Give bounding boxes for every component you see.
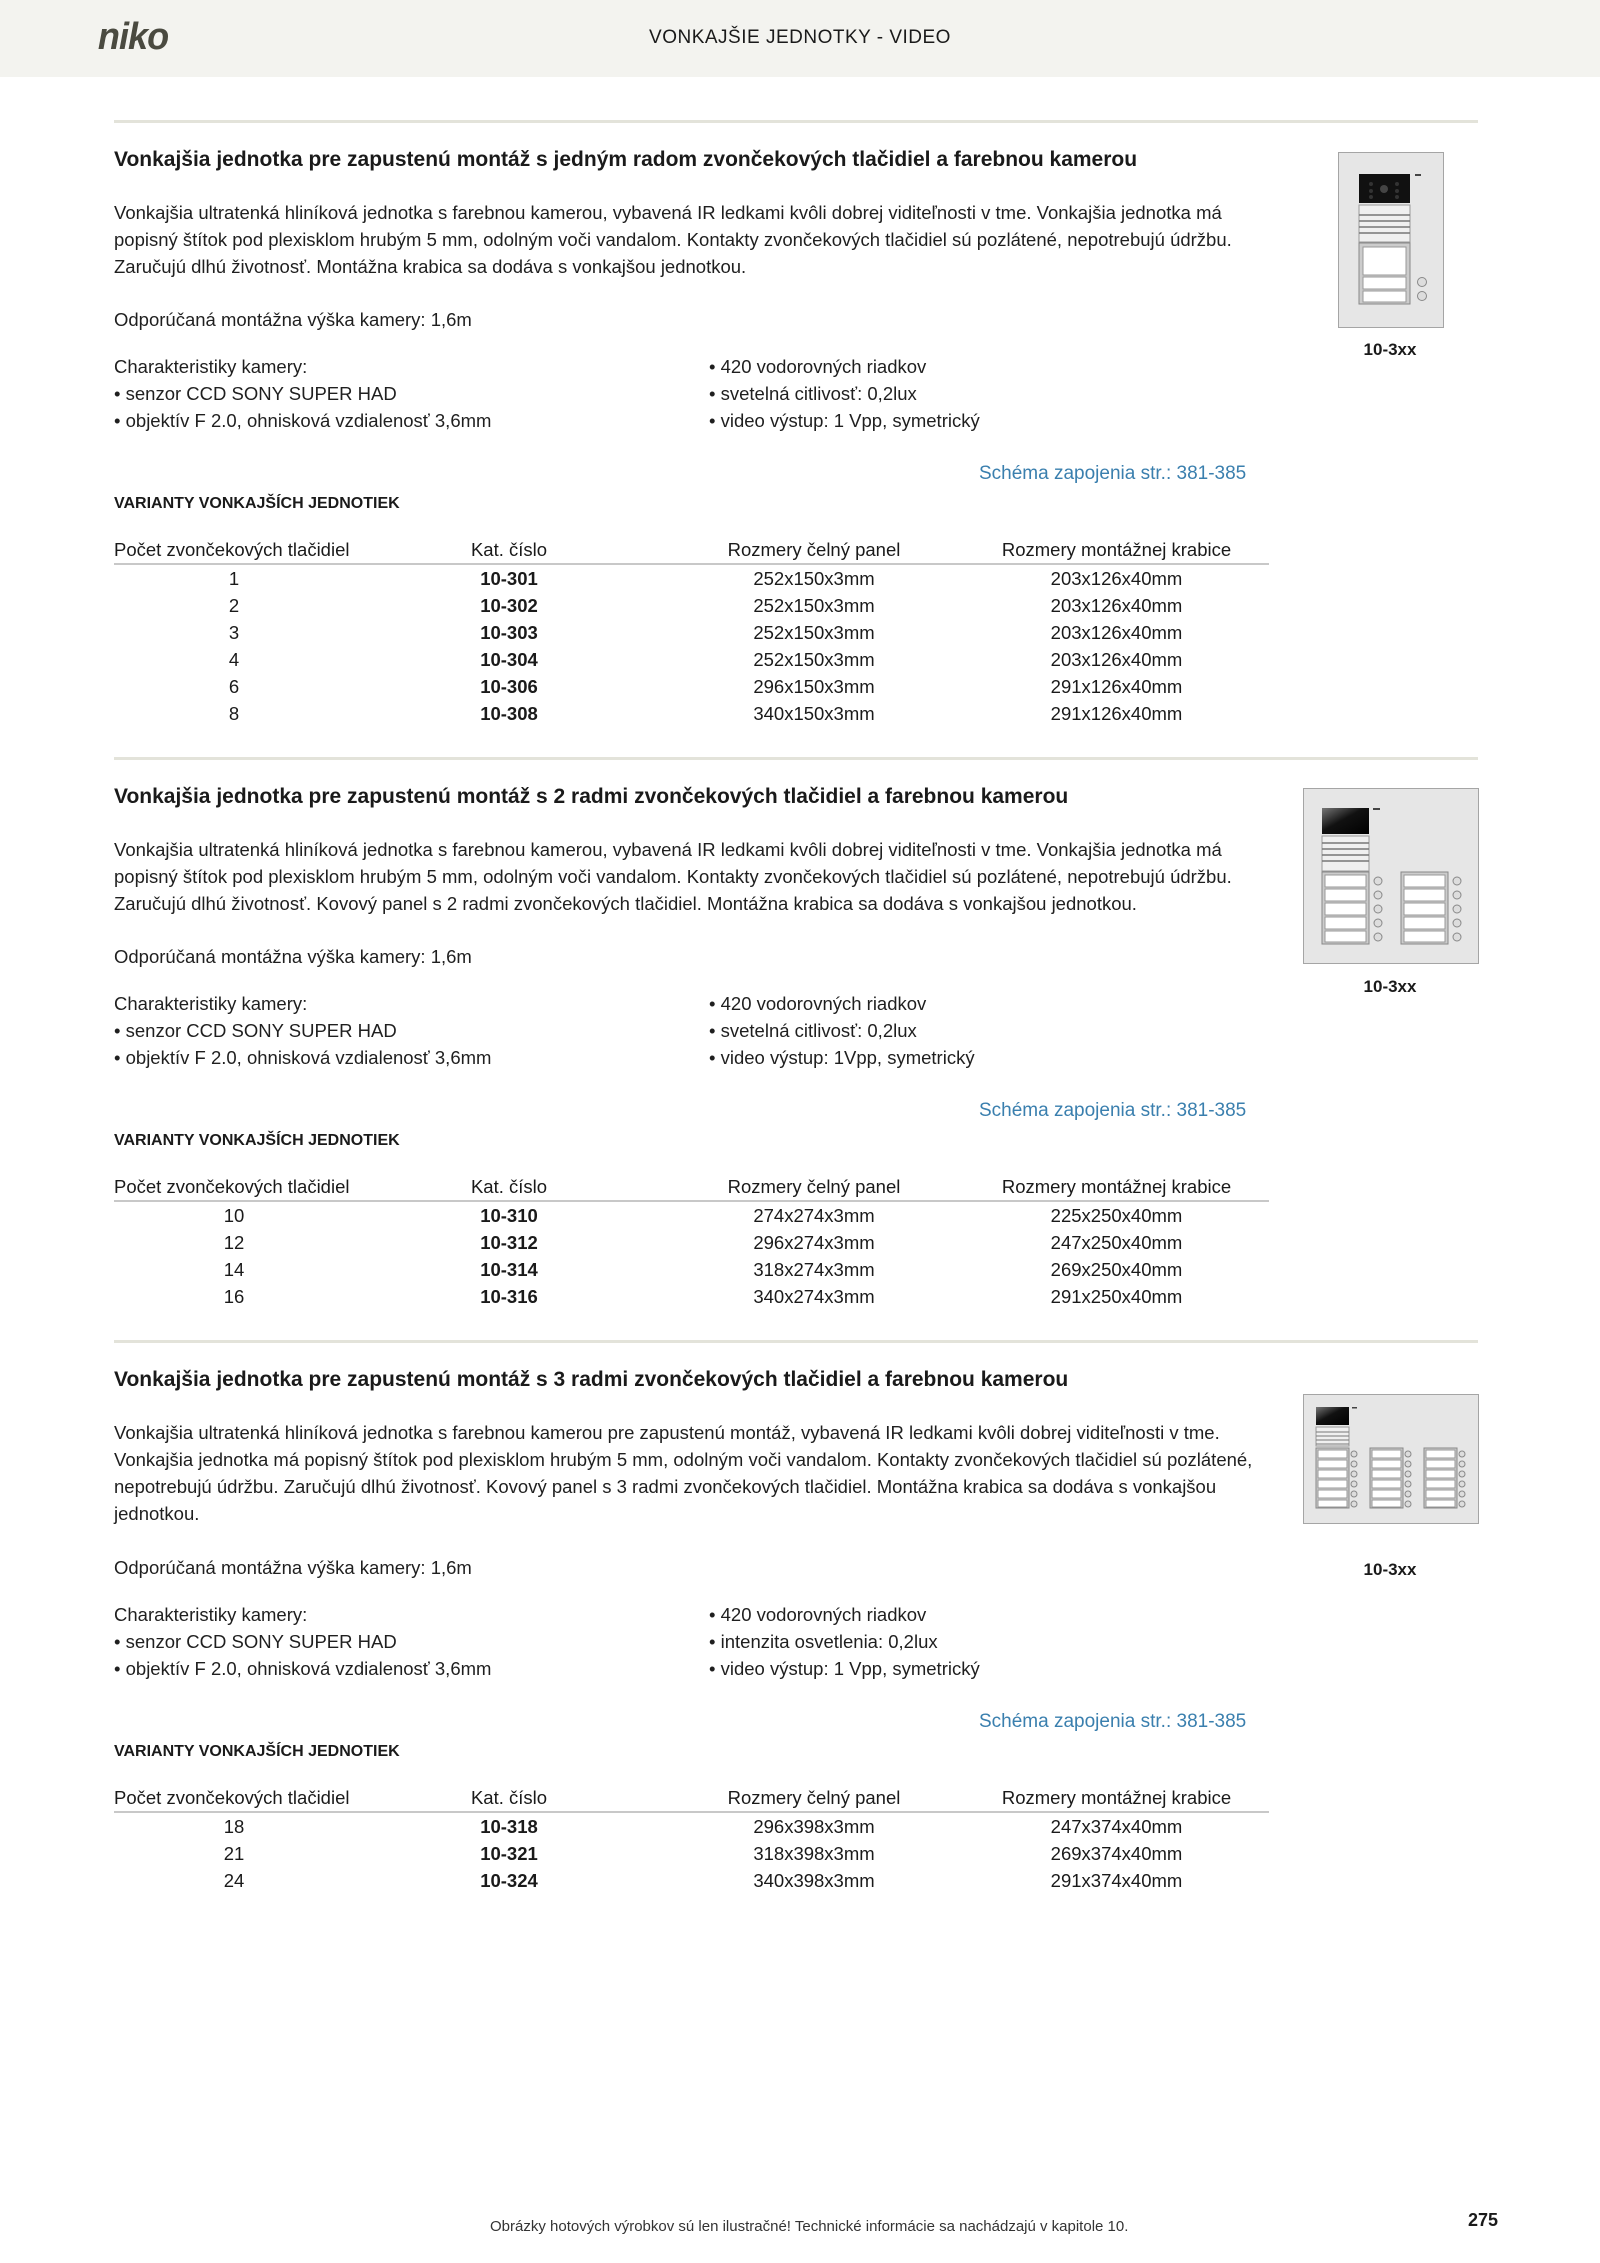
- col-header: Rozmery čelný panel: [664, 1173, 964, 1201]
- cell-count: 2: [228, 594, 240, 616]
- section-divider: [114, 757, 1478, 760]
- table-header-row: [114, 536, 1269, 564]
- product-section-2: [114, 785, 1494, 1305]
- section-title: Vonkajšia jednotka pre zapustenú montáž s 3 radmi zvončekových tlačidiel a farebnou kamerou: [114, 1368, 1069, 1391]
- table-header-row: [114, 1173, 1269, 1201]
- cell-cat-no: 10-324: [480, 1869, 538, 1891]
- cell-count: 14: [223, 1258, 245, 1280]
- cell-panel: 296x150x3mm: [753, 675, 875, 697]
- cell-box: 247x374x40mm: [1050, 1815, 1183, 1837]
- page-header: [0, 0, 1600, 77]
- cell-panel: 340x274x3mm: [753, 1285, 875, 1307]
- camera-spec: • objektív F 2.0, ohnisková vzdialenosť 3,6mm: [114, 1658, 492, 1679]
- table-row: [114, 673, 1269, 700]
- camera-spec: • 420 vodorovných riadkov: [709, 1604, 927, 1625]
- cell-box: 269x250x40mm: [1050, 1258, 1183, 1280]
- cell-panel: 252x150x3mm: [753, 621, 875, 643]
- cell-cat-no: 10-318: [480, 1815, 538, 1837]
- col-header: Rozmery montážnej krabice: [964, 1173, 1269, 1201]
- cell-cat-no: 10-308: [480, 702, 538, 724]
- cell-box: 291x374x40mm: [1050, 1869, 1183, 1891]
- page-number: 275: [1468, 2210, 1499, 2230]
- col-header: Kat. číslo: [354, 1784, 664, 1812]
- variants-heading: VARIANTY VONKAJŠÍCH JEDNOTIEK: [114, 1132, 400, 1149]
- product-label: 10-3xx: [1363, 977, 1417, 996]
- camera-spec: • 420 vodorovných riadkov: [709, 356, 927, 377]
- cell-box: 225x250x40mm: [1050, 1204, 1183, 1226]
- cell-cat-no: 10-321: [480, 1842, 538, 1864]
- cell-box: 269x374x40mm: [1050, 1842, 1183, 1864]
- cell-box: 203x126x40mm: [1050, 648, 1183, 670]
- cell-count: 6: [228, 675, 240, 697]
- col-header: Počet zvončekových tlačidiel: [114, 1784, 354, 1812]
- col-header: Rozmery montážnej krabice: [964, 1784, 1269, 1812]
- col-header: Rozmery čelný panel: [664, 536, 964, 564]
- cell-count: 21: [223, 1842, 245, 1864]
- schema-link[interactable]: Schéma zapojenia str.: 381-385: [979, 463, 1247, 484]
- table-row: [114, 1201, 1269, 1229]
- cell-cat-no: 10-302: [480, 594, 538, 616]
- camera-heading: Charakteristiky kamery:: [114, 356, 308, 377]
- camera-spec: • objektív F 2.0, ohnisková vzdialenosť 3,6mm: [114, 410, 492, 431]
- cell-panel: 252x150x3mm: [753, 594, 875, 616]
- table-row: [114, 1867, 1269, 1894]
- camera-spec: • senzor CCD SONY SUPER HAD: [114, 1020, 397, 1041]
- mount-height: Odporúčaná montážna výška kamery: 1,6m: [114, 1557, 472, 1578]
- col-header: Kat. číslo: [354, 1173, 664, 1201]
- table-row: [114, 646, 1269, 673]
- schema-link[interactable]: Schéma zapojenia str.: 381-385: [979, 1100, 1247, 1121]
- table-row: [114, 564, 1269, 592]
- cell-count: 16: [223, 1285, 245, 1307]
- cell-panel: 340x398x3mm: [753, 1869, 875, 1891]
- cell-panel: 318x398x3mm: [753, 1842, 875, 1864]
- section-divider: [114, 120, 1478, 123]
- product-label: 10-3xx: [1363, 1560, 1417, 1579]
- mount-height: Odporúčaná montážna výška kamery: 1,6m: [114, 309, 472, 330]
- col-header: Kat. číslo: [354, 536, 664, 564]
- table-row: [114, 1229, 1269, 1256]
- cell-cat-no: 10-301: [480, 567, 538, 589]
- table-row: [114, 592, 1269, 619]
- section-title: Vonkajšia jednotka pre zapustenú montáž s jedným radom zvončekových tlačidiel a farebnou kamerou: [114, 148, 1138, 171]
- table-row: [114, 619, 1269, 646]
- intercom-panel-3rows-icon: [1303, 1394, 1479, 1524]
- cell-cat-no: 10-303: [480, 621, 538, 643]
- product-section-1: [114, 148, 1494, 728]
- cell-panel: 274x274x3mm: [753, 1204, 875, 1226]
- intercom-panel-1row-icon: [1338, 152, 1444, 328]
- section-description: Vonkajšia ultratenká hliníková jednotka s farebnou kamerou pre zapustenú montáž, vybavená IR ledkami kvôli dobrej viditeľnosti v tme. Vonkajšia jednotka má popisný štítok pod plexisklom hrubým 5 mm, odolným voči vandalom. Kontakty zvončekových tlačidiel sú pozlátené, nepotrebujú údržbu. Zaručujú dlhú životnosť. Kovový panel s 3 radmi zvončekových tlačidiel. Montážna krabica sa dodáva s vonkajšou jednotkou.: [114, 1422, 1253, 1524]
- variants-table: [114, 1784, 1269, 1894]
- cell-cat-no: 10-312: [480, 1231, 538, 1253]
- camera-spec: • objektív F 2.0, ohnisková vzdialenosť 3,6mm: [114, 1047, 492, 1068]
- cell-count: 8: [228, 702, 240, 724]
- section-title: Vonkajšia jednotka pre zapustenú montáž s 2 radmi zvončekových tlačidiel a farebnou kamerou: [114, 785, 1069, 808]
- cell-cat-no: 10-314: [480, 1258, 538, 1280]
- col-header: Rozmery čelný panel: [664, 1784, 964, 1812]
- camera-spec: • 420 vodorovných riadkov: [709, 993, 927, 1014]
- camera-spec: • video výstup: 1 Vpp, symetrický: [709, 410, 980, 431]
- camera-spec: • svetelná citlivosť: 0,2lux: [709, 383, 917, 404]
- table-row: [114, 700, 1269, 727]
- variants-table: [114, 1173, 1269, 1310]
- col-header: Rozmery montážnej krabice: [964, 536, 1269, 564]
- cell-count: 18: [223, 1815, 245, 1837]
- cell-panel: 296x398x3mm: [753, 1815, 875, 1837]
- product-label: 10-3xx: [1363, 340, 1417, 359]
- camera-spec: • video výstup: 1 Vpp, symetrický: [709, 1658, 980, 1679]
- variants-table: [114, 536, 1269, 727]
- cell-count: 1: [228, 567, 240, 589]
- section-description: Vonkajšia ultratenká hliníková jednotka s farebnou kamerou, vybavená IR ledkami kvôli dobrej viditeľnosti v tme. Vonkajšia jednotka má popisný štítok pod plexisklom hrubým 5 mm, odolným voči vandalom. Kontakty zvončekových tlačidiel sú pozlátené, nepotrebujú údržbu. Zaručujú dlhú životnosť. Kovový panel s 2 radmi zvončekových tlačidiel. Montážna krabica sa dodáva s vonkajšou jednotkou.: [114, 839, 1232, 914]
- camera-spec: • senzor CCD SONY SUPER HAD: [114, 1631, 397, 1652]
- cell-count: 24: [223, 1869, 245, 1891]
- cell-box: 291x126x40mm: [1050, 675, 1183, 697]
- table-row: [114, 1812, 1269, 1840]
- cell-box: 203x126x40mm: [1050, 594, 1183, 616]
- section-divider: [114, 1340, 1478, 1343]
- cell-box: 247x250x40mm: [1050, 1231, 1183, 1253]
- variants-heading: VARIANTY VONKAJŠÍCH JEDNOTIEK: [114, 495, 400, 512]
- camera-spec: • intenzita osvetlenia: 0,2lux: [709, 1631, 938, 1652]
- cell-count: 10: [223, 1204, 245, 1226]
- variants-heading: VARIANTY VONKAJŠÍCH JEDNOTIEK: [114, 1743, 400, 1760]
- camera-heading: Charakteristiky kamery:: [114, 993, 308, 1014]
- camera-heading: Charakteristiky kamery:: [114, 1604, 308, 1625]
- cell-count: 4: [228, 648, 240, 670]
- camera-spec: • video výstup: 1Vpp, symetrický: [709, 1047, 975, 1068]
- footer-note: Obrázky hotových výrobkov sú len ilustračné! Technické informácie sa nachádzajú v kapitole 10.: [490, 2218, 1129, 2235]
- page-title: VONKAJŠIE JEDNOTKY - VIDEO: [649, 27, 951, 48]
- intercom-panel-2rows-icon: [1303, 788, 1479, 964]
- cell-cat-no: 10-304: [480, 648, 538, 670]
- cell-panel: 296x274x3mm: [753, 1231, 875, 1253]
- camera-spec: • senzor CCD SONY SUPER HAD: [114, 383, 397, 404]
- table-row: [114, 1840, 1269, 1867]
- product-section-3: [114, 1368, 1494, 1891]
- camera-spec: • svetelná citlivosť: 0,2lux: [709, 1020, 917, 1041]
- cell-box: 291x126x40mm: [1050, 702, 1183, 724]
- mount-height: Odporúčaná montážna výška kamery: 1,6m: [114, 946, 472, 967]
- cell-box: 203x126x40mm: [1050, 621, 1183, 643]
- cell-panel: 340x150x3mm: [753, 702, 875, 724]
- cell-count: 3: [228, 621, 240, 643]
- table-row: [114, 1256, 1269, 1283]
- niko-logo: niko: [97, 16, 169, 58]
- cell-box: 203x126x40mm: [1050, 567, 1183, 589]
- cell-cat-no: 10-306: [480, 675, 538, 697]
- table-row: [114, 1283, 1269, 1310]
- cell-count: 12: [223, 1231, 245, 1253]
- cell-cat-no: 10-316: [480, 1285, 538, 1307]
- cell-panel: 252x150x3mm: [753, 648, 875, 670]
- cell-panel: 318x274x3mm: [753, 1258, 875, 1280]
- col-header: Počet zvončekových tlačidiel: [114, 1173, 354, 1201]
- cell-box: 291x250x40mm: [1050, 1285, 1183, 1307]
- table-header-row: [114, 1784, 1269, 1812]
- cell-cat-no: 10-310: [480, 1204, 538, 1226]
- schema-link[interactable]: Schéma zapojenia str.: 381-385: [979, 1711, 1247, 1732]
- col-header: Počet zvončekových tlačidiel: [114, 536, 354, 564]
- section-description: Vonkajšia ultratenká hliníková jednotka s farebnou kamerou, vybavená IR ledkami kvôli dobrej viditeľnosti v tme. Vonkajšia jednotka má popisný štítok pod plexisklom hrubým 5 mm, odolným voči vandalom. Kontakty zvončekových tlačidiel sú pozlátené, nepotrebujú údržbu. Zaručujú dlhú životnosť. Montážna krabica sa dodáva s vonkajšou jednotkou.: [114, 202, 1232, 277]
- cell-panel: 252x150x3mm: [753, 567, 875, 589]
